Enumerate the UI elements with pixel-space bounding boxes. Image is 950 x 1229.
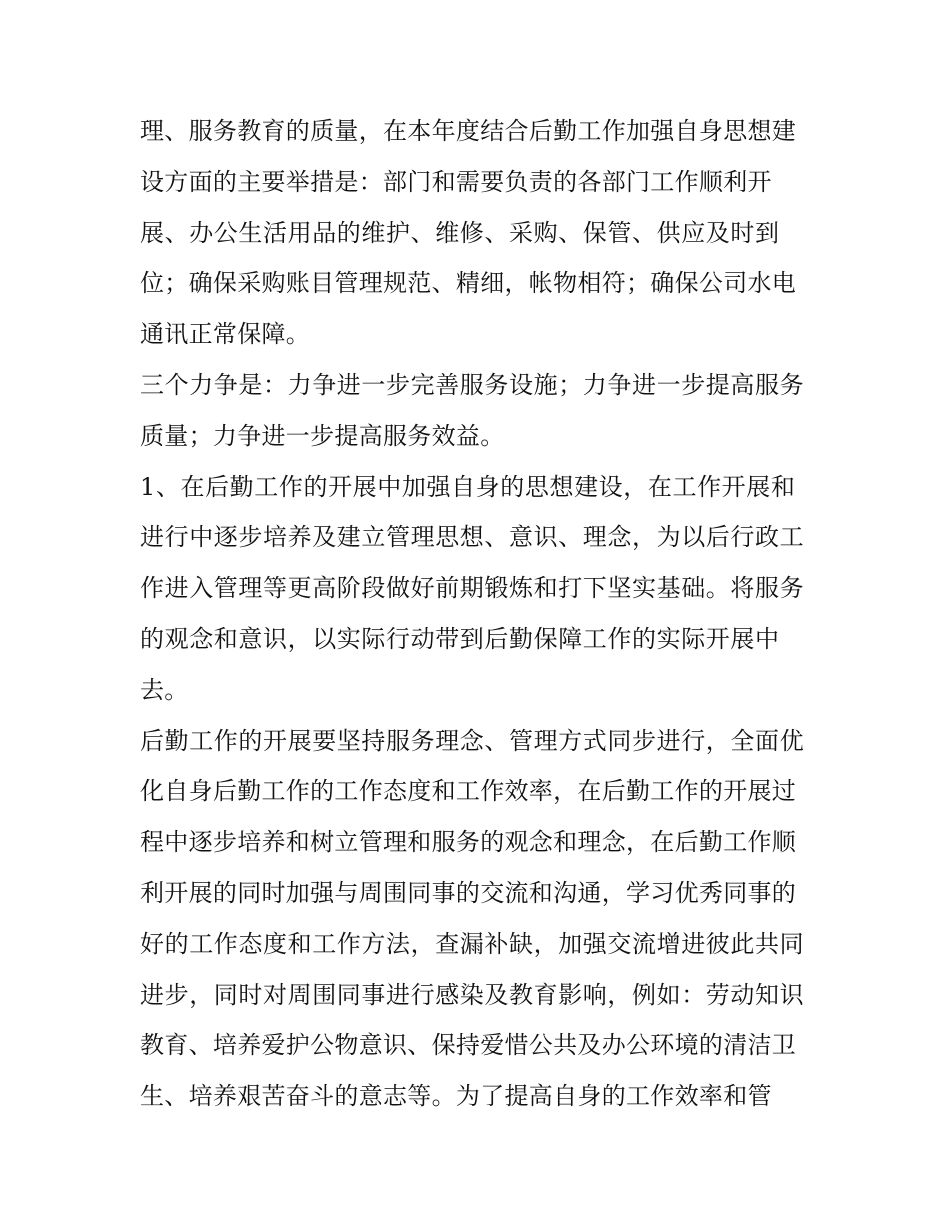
text-line: 质量；力争进一步提高服务效益。	[140, 421, 505, 450]
text-line: 理、服务教育的质量，在本年度结合后勤工作加强自身思想建	[140, 117, 797, 145]
text-line: 的观念和意识，以实际行动带到后勤保障工作的实际开展中	[140, 624, 780, 653]
text-line: 展、办公生活用品的维护、维修、采购、保管、供应及时到	[140, 218, 780, 247]
body-text	[140, 106, 815, 1122]
text-line: 进步，同时对周围同事进行感染及教育影响，例如：劳动知识	[140, 980, 805, 1009]
text-line: 后勤工作的开展要坚持服务理念、管理方式同步进行，全面优	[140, 726, 805, 755]
text-line: 教育、培养爱护公物意识、保持爱惜公共及办公环境的清洁卫	[140, 1031, 797, 1060]
text-line: 作进入管理等更高阶段做好前期锻炼和打下坚实基础。将服务	[140, 574, 805, 603]
text-line: 去。	[140, 675, 189, 704]
text-line: 位；确保采购账目管理规范、精细，帐物相符；确保公司水电	[140, 269, 797, 298]
text-line: 三个力争是：力争进一步完善服务设施；力争进一步提高服务	[140, 370, 805, 399]
text-line: 设方面的主要举措是：部门和需要负责的各部门工作顺利开	[140, 167, 772, 196]
text-line: 好的工作态度和工作方法，查漏补缺，加强交流增进彼此共同	[140, 929, 805, 958]
text-line: 利开展的同时加强与周围同事的交流和沟通，学习优秀同事的	[140, 878, 797, 907]
text-line: 程中逐步培养和树立管理和服务的观念和理念，在后勤工作顺	[140, 828, 797, 857]
text-line: 1、在后勤工作的开展中加强自身的思想建设，在工作开展和	[140, 472, 796, 501]
text-line: 通讯正常保障。	[140, 320, 311, 349]
text-line: 进行中逐步培养及建立管理思想、意识、理念，为以后行政工	[140, 523, 805, 552]
text-line: 化自身后勤工作的工作态度和工作效率，在后勤工作的开展过	[140, 777, 797, 806]
text-line: 生、培养艰苦奋斗的意志等。为了提高自身的工作效率和管	[140, 1082, 772, 1111]
